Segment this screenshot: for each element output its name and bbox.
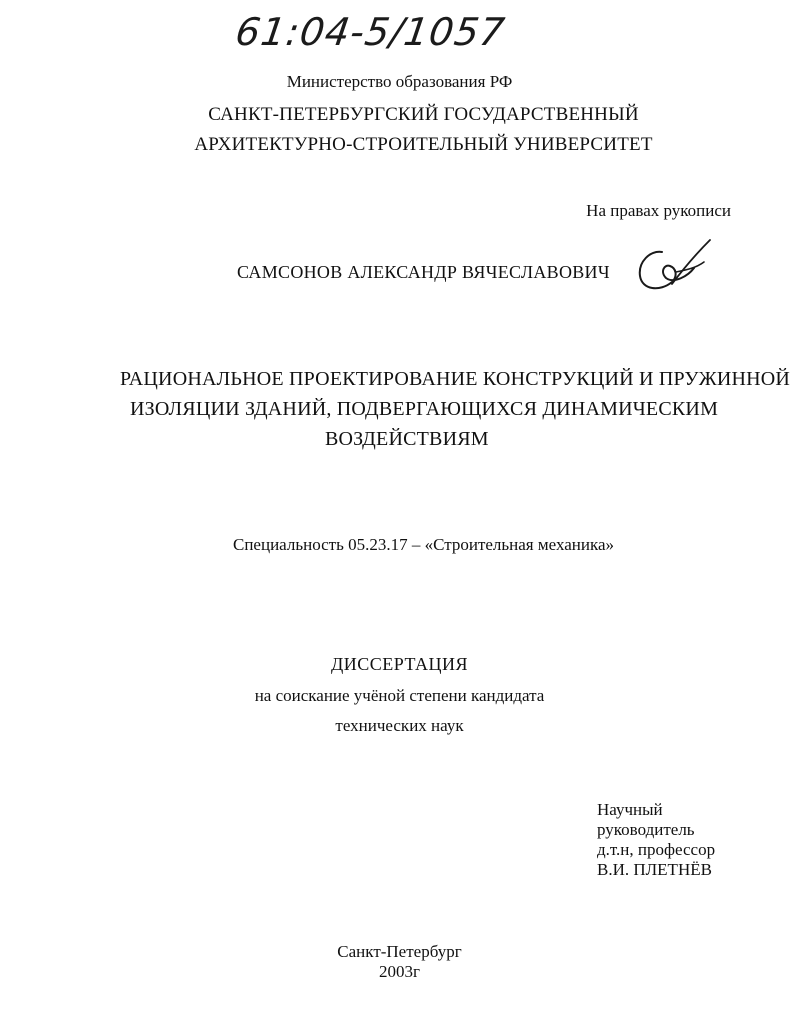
ministry-name: Министерство образования РФ	[286, 72, 513, 91]
signature-icon	[632, 232, 712, 298]
degree-line1: на соискание учёной степени кандидата	[254, 686, 545, 705]
supervisor-line3: д.т.н, профессор	[597, 840, 716, 859]
supervisor-line2: руководитель	[597, 820, 695, 839]
dissertation-title-line1: РАЦИОНАЛЬНОЕ ПРОЕКТИРОВАНИЕ КОНСТРУКЦИЙ И ПРУЖИННОЙ	[120, 368, 791, 390]
specialty: Специальность 05.23.17 – «Строительная механика»	[232, 535, 615, 554]
archive-number: 61:04-5/1057	[232, 10, 509, 54]
dissertation-title-line2: ИЗОЛЯЦИИ ЗДАНИЙ, ПОДВЕРГАЮЩИХСЯ ДИНАМИЧЕСКИМ	[130, 398, 719, 420]
dissertation-title-line3: ВОЗДЕЙСТВИЯМ	[325, 428, 489, 450]
author-name: САМСОНОВ АЛЕКСАНДР ВЯЧЕСЛАВОВИЧ	[237, 262, 610, 282]
degree-line2: технических наук	[335, 716, 464, 735]
university-name-line1: САНКТ-ПЕТЕРБУРГСКИЙ ГОСУДАРСТВЕННЫЙ	[208, 104, 639, 125]
supervisor-name: В.И. ПЛЕТНЁВ	[597, 860, 712, 879]
university-name-line2: АРХИТЕКТУРНО-СТРОИТЕЛЬНЫЙ УНИВЕРСИТЕТ	[194, 134, 653, 155]
city: Санкт-Петербург	[337, 942, 462, 961]
manuscript-note: На правах рукописи	[586, 201, 731, 220]
year: 2003г	[379, 962, 420, 981]
supervisor-line1: Научный	[597, 800, 663, 819]
dissertation-heading: ДИССЕРТАЦИЯ	[330, 654, 469, 674]
